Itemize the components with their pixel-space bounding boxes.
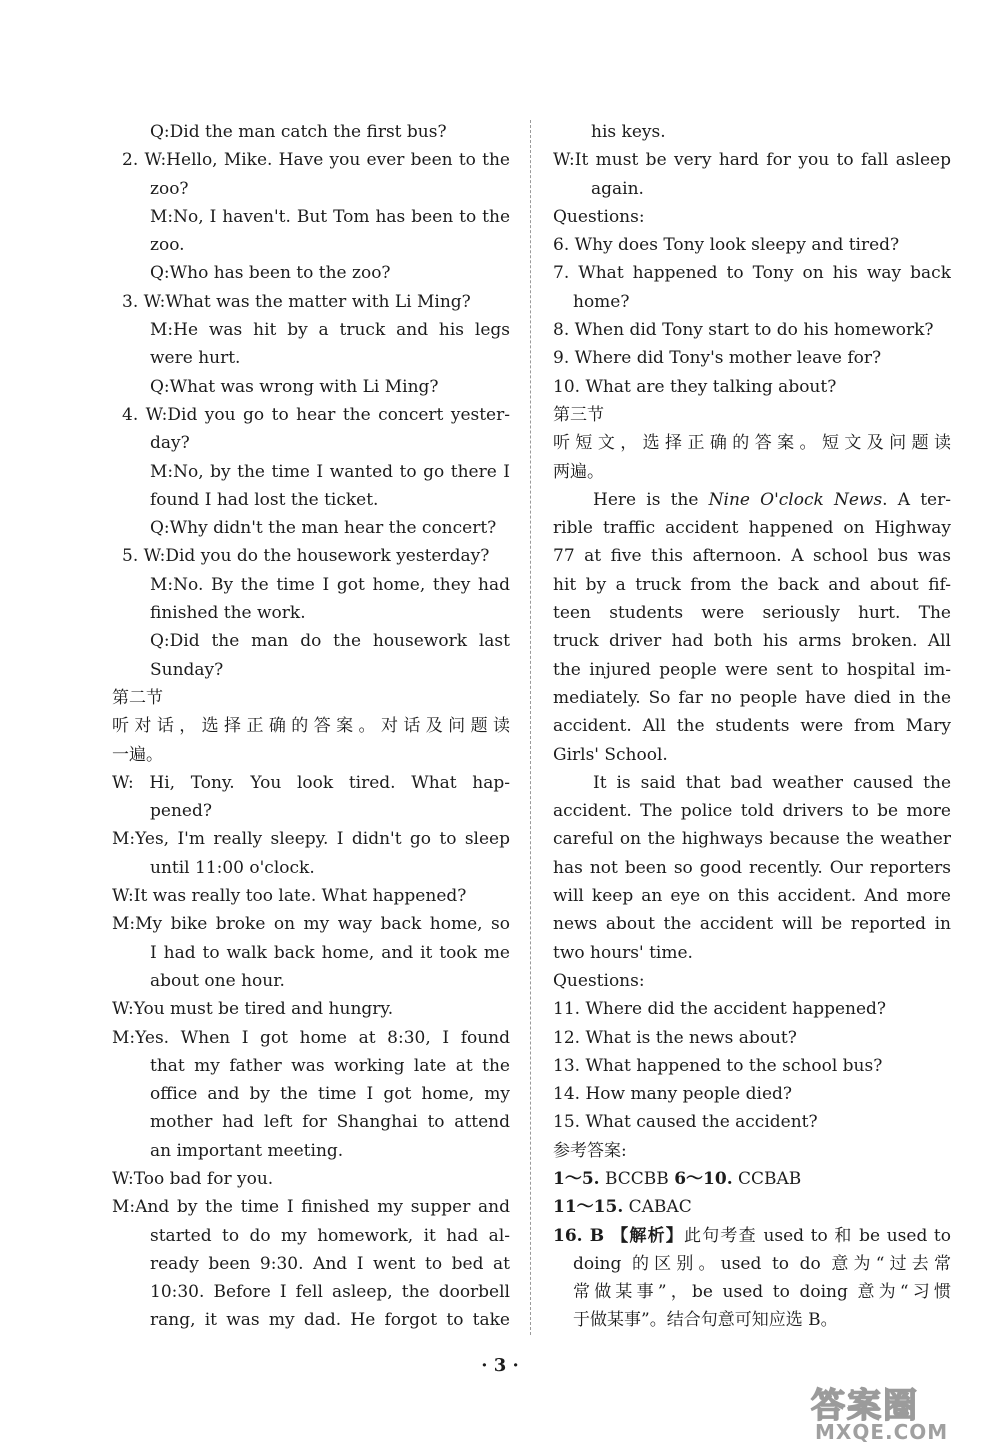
text-line: started to do my homework, it had al- [150,1225,510,1246]
text-span: Nine O'clock News [708,489,883,510]
text-line: M:No, I haven't. But Tom has been to the [150,206,510,227]
text-line: M:No. By the time I got home, they had [150,574,510,595]
text-line: 4. W:Did you go to hear the concert yester- [122,404,510,425]
text-line: accident. All the students were from Mary [553,716,951,737]
text-line: teen students were seriously hurt. The [553,603,951,624]
text-line: 8. When did Tony start to do his homework? [553,320,934,341]
text-line: M:Yes, I'm really sleepy. I didn't go to sleep [112,829,510,850]
text-line [553,1165,951,1193]
right-column [553,118,951,1335]
text-line: pened? [150,801,212,822]
text-line: accident. The police told drivers to be more [553,801,951,822]
text-line: 6. Why does Tony look sleepy and tired? [553,235,900,256]
text-line: 两遍。 [553,461,604,482]
text-span: . A ter- [882,489,951,510]
text-line: 参考答案: [553,1140,627,1161]
text-line: rang, it was my dad. He forgot to take [150,1310,510,1331]
text-line: mother had left for Shanghai to attend [150,1112,510,1133]
text-span: Here is the [593,489,709,510]
text-span: 1～5. [553,1168,600,1189]
text-line: home? [573,291,630,312]
text-line: Q:Did the man do the housework last [150,631,510,652]
text-span: 16. B 【解析】 [553,1225,685,1246]
text-line: ready been 9:30. And I went to bed at [150,1253,510,1274]
text-line: Girls' School. [553,744,668,765]
text-line: Q:Who has been to the zoo? [150,263,391,284]
text-line: will keep an eye on this accident. And more [553,886,951,907]
text-line: 10:30. Before I fell asleep, the doorbell [150,1282,510,1303]
text-line: M:My bike broke on my way back home, so [112,914,510,935]
text-line: 5. W:Did you do the housework yesterday? [122,546,490,567]
text-line: W:It must be very hard for you to fall asleep [553,150,951,171]
text-span: BCCBB [599,1168,675,1189]
left-column [112,118,510,1335]
text-line: 2. W:Hello, Mike. Have you ever been to the [122,150,510,171]
text-line: finished the work. [150,603,306,624]
text-span: CABAC [623,1197,692,1218]
text-span: 6～10. [674,1168,733,1189]
text-line: his keys. [591,122,666,142]
text-span: 此句考查 used to 和 be used to [684,1225,951,1246]
text-line: 听对话，选择正确的答案。对话及问题读 [112,716,510,737]
text-line: 3. W:What was the matter with Li Ming? [122,291,471,312]
text-line: an important meeting. [150,1140,344,1161]
text-line: 第二节 [112,687,163,708]
text-line: until 11:00 o'clock. [150,857,315,878]
text-line: M:No, by the time I wanted to go there I [150,461,510,482]
text-line: 12. What is the news about? [553,1027,797,1048]
text-line: zoo? [150,178,189,199]
text-line: W:It was really too late. What happened? [112,886,467,907]
watermark-logo [809,1378,984,1448]
text-line: rible traffic accident happened on Highway [553,518,951,539]
text-line: Q:Why didn't the man hear the concert? [150,518,497,539]
text-line: Q:What was wrong with Li Ming? [150,376,439,397]
text-line: W:Too bad for you. [112,1168,274,1189]
page-number: · 3 · [481,1355,519,1376]
text-line: 常做某事”，be used to doing 意为“习惯 [573,1282,951,1303]
text-line: doing 的区别。used to do 意为“过去常 [573,1253,951,1274]
text-line: again. [591,178,644,199]
text-line: 13. What happened to the school bus? [553,1055,883,1076]
text-line: truck driver had both his arms broken. All [553,631,951,652]
text-line [553,1222,951,1250]
text-line: Sunday? [150,659,224,680]
text-line: 听短文，选择正确的答案。短文及问题读 [553,433,951,454]
text-line: office and by the time I got home, my [150,1084,510,1105]
text-line: M:And by the time I finished my supper and [112,1197,510,1218]
text-line: 7. What happened to Tony on his way back [553,263,951,284]
text-line: zoo. [150,235,185,256]
text-line: found I had lost the ticket. [150,489,379,510]
text-line: Questions: [553,206,645,227]
text-line: were hurt. [150,348,241,369]
text-line: has not been so good recently. Our reporters [553,857,951,878]
text-line: W: Hi, Tony. You look tired. What hap- [112,772,510,793]
text-line: 一遍。 [112,744,163,765]
text-line: careful on the highways because the weather [553,829,951,850]
text-span: CCBAB [732,1168,802,1189]
text-line: 9. Where did Tony's mother leave for? [553,348,882,369]
text-line: M:He was hit by a truck and his legs [150,320,510,341]
text-line [553,486,951,514]
text-line: mediately. So far no people have died in the [553,687,951,708]
text-line: 11. Where did the accident happened? [553,999,887,1020]
text-line: about one hour. [150,970,285,991]
text-line: day? [150,433,190,454]
text-line: two hours' time. [553,942,693,963]
watermark-chars: 答案圈 [811,1386,919,1426]
text-line: 77 at five this afternoon. A school bus was [553,546,951,567]
text-line: It is said that bad weather caused the [593,772,951,793]
text-line: 第三节 [553,404,604,425]
text-line: 于做某事”。结合句意可知应选 B。 [573,1310,838,1331]
text-line: Q:Did the man catch the first bus? [150,122,447,142]
text-line: 15. What caused the accident? [553,1112,818,1133]
text-line [553,1193,951,1221]
text-span: 11～15. [553,1197,624,1218]
text-line: 14. How many people died? [553,1084,793,1105]
text-line: hit by a truck from the back and about fif- [553,574,951,595]
text-line: news about the accident will be reported in [553,914,951,935]
column-divider [530,120,531,1335]
text-line: that my father was working late at the [150,1055,510,1076]
text-line: W:You must be tired and hungry. [112,999,394,1020]
text-line: Questions: [553,970,645,991]
text-line: I had to walk back home, and it took me [150,942,510,963]
text-line: M:Yes. When I got home at 8:30, I found [112,1027,510,1048]
watermark-url: MXQE.COM [815,1420,949,1444]
text-line: the injured people were sent to hospital im- [553,659,951,680]
text-line: 10. What are they talking about? [553,376,837,397]
